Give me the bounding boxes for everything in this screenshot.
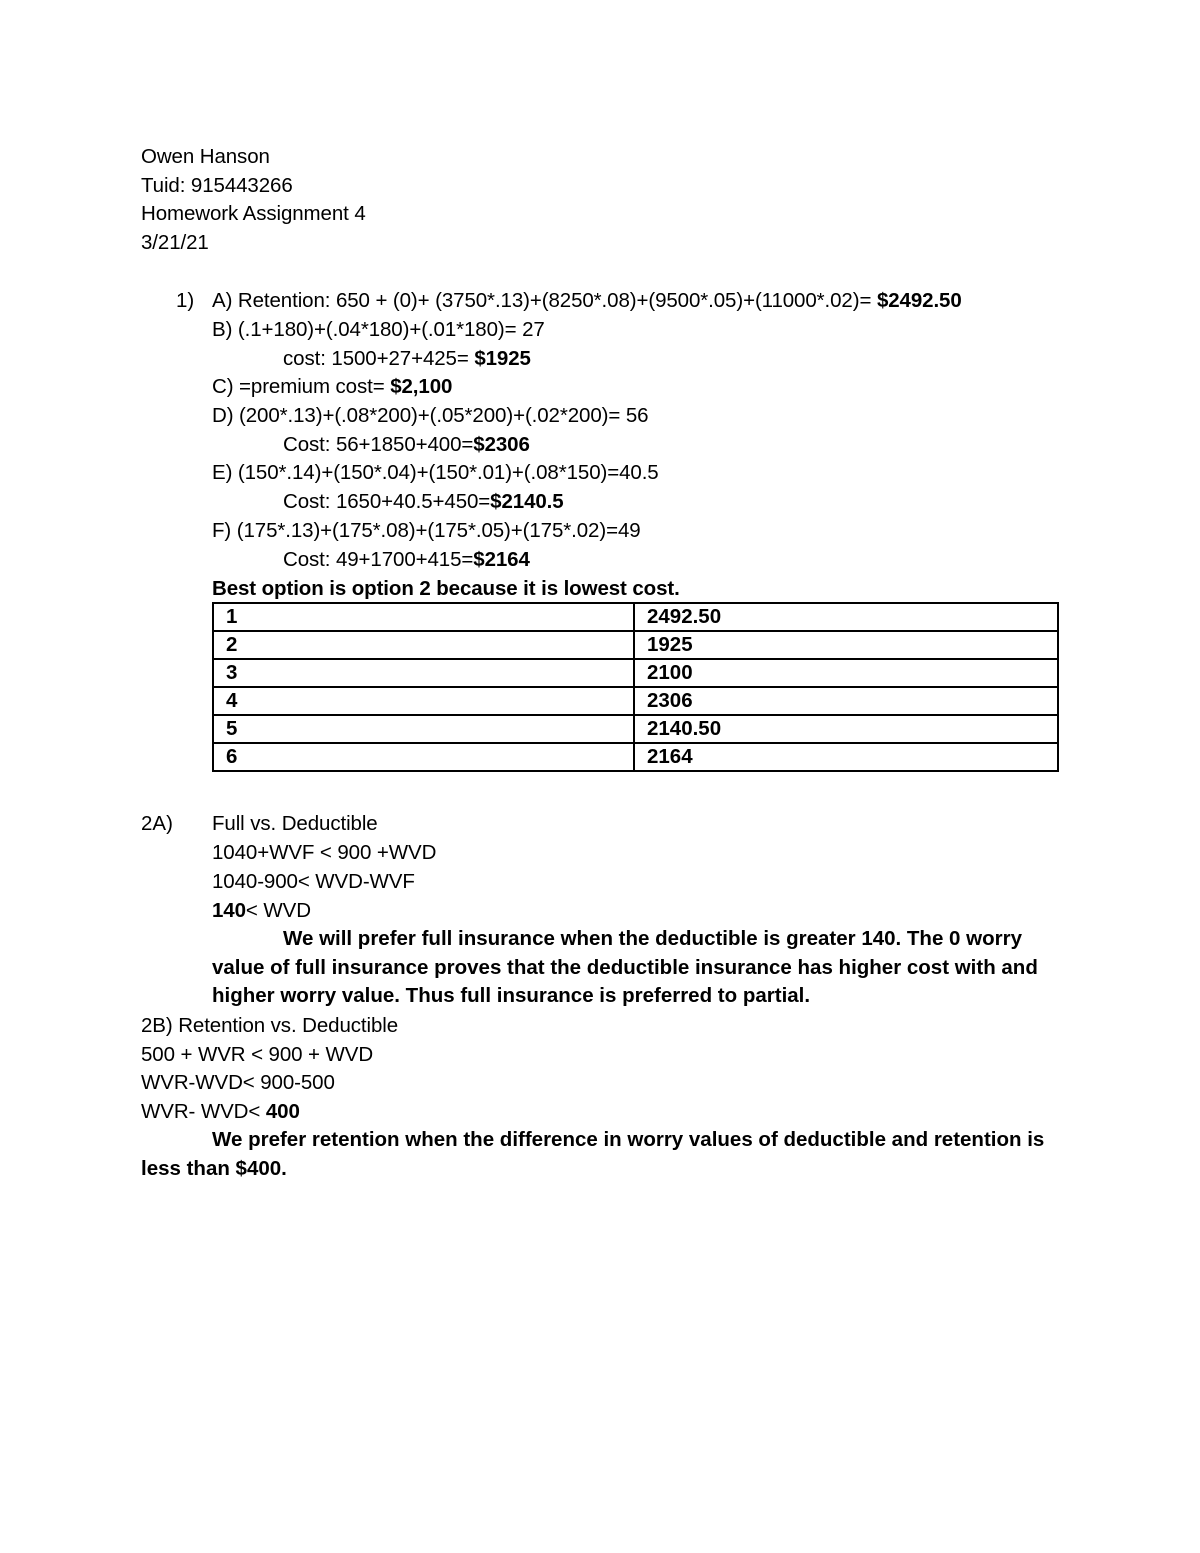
q1-part-e-cost [283,487,564,516]
option-cost-cell: 2140.50 [634,715,1058,743]
q2b-inequality-3 [141,1097,300,1126]
q1-part-e-cost-work: Cost: 1650+40.5+450= [283,490,491,513]
q2a-inequality-3-rest: < WVD [245,899,311,922]
q2a-conclusion: We will prefer full insurance when the deductible is greater 140. The 0 worry value of full insurance proves that the deductible insurance has higher cost with and higher worry value. Thus full insurance is preferred to partial. [212,927,1038,1008]
q1-part-e-answer: $2140.5 [490,490,564,513]
q2a-inequality-1: 1040+WVF < 900 +WVD [212,841,437,864]
table-row [213,743,1058,771]
q2a-title: Full vs. Deductible [212,812,378,835]
option-cost-cell: 2492.50 [634,603,1058,631]
options-cost-table [212,602,1059,772]
q1-part-f [212,516,641,545]
student-tuid: Tuid: 915443266 [141,174,293,197]
option-number-cell: 3 [213,659,634,687]
table-row [213,603,1058,631]
assignment-date: 3/21/21 [141,231,209,254]
table-row [213,715,1058,743]
option-number-cell: 5 [213,715,634,743]
q1-part-c [212,372,452,401]
q2a-threshold: 140 [212,899,246,922]
q2b-threshold: 400 [265,1100,300,1123]
q1-part-a-answer: $2492.50 [876,289,962,312]
option-number-cell: 6 [213,743,634,771]
q1-part-a [212,286,962,315]
table-row [213,687,1058,715]
option-number-cell: 4 [213,687,634,715]
q2b-inequality-2: WVR-WVD< 900-500 [141,1071,335,1094]
table-row [213,659,1058,687]
assignment-title: Homework Assignment 4 [141,202,366,225]
q1-part-b-answer: $1925 [474,347,531,370]
option-cost-cell: 2100 [634,659,1058,687]
q1-part-e-work: E) (150*.14)+(150*.04)+(150*.01)+(.08*150)=40.5 [212,461,659,484]
q1-part-c-work: C) =premium cost= [212,375,391,398]
q1-part-f-cost-work: Cost: 49+1700+415= [283,548,474,571]
q1-part-e [212,458,659,487]
q1-part-f-answer: $2164 [473,548,530,571]
table-row [213,631,1058,659]
q1-part-c-answer: $2,100 [390,375,453,398]
question-2a-label: 2A) [141,812,173,835]
q2b-inequality-1: 500 + WVR < 900 + WVD [141,1043,374,1066]
q2a-inequality-3 [212,896,311,925]
option-number-cell: 1 [213,603,634,631]
q1-part-a-work: A) Retention: 650 + (0)+ (3750*.13)+(8250*.08)+(9500*.05)+(11000*.02)= [212,289,877,312]
q2a-inequality-2: 1040-900< WVD-WVF [212,870,415,893]
question-1-number: 1) [176,289,195,312]
q1-part-b [212,315,545,344]
student-name: Owen Hanson [141,145,270,168]
q1-part-f-cost [283,545,530,574]
q1-part-b-work: B) (.1+180)+(.04*180)+(.01*180)= 27 [212,318,545,341]
q1-part-d [212,401,648,430]
q2b-conclusion: We prefer retention when the difference in worry values of deductible and retention is less than $400. [141,1128,1045,1180]
option-cost-cell: 2164 [634,743,1058,771]
q1-part-d-cost-work: Cost: 56+1850+400= [283,433,474,456]
q1-part-d-answer: $2306 [473,433,530,456]
q2b-inequality-3-rest: WVR- WVD< [141,1100,266,1123]
q1-part-b-cost-work: cost: 1500+27+425= [283,347,475,370]
q1-part-d-cost [283,430,530,459]
q1-part-b-cost [283,344,531,373]
option-cost-cell: 2306 [634,687,1058,715]
q1-best-option: Best option is option 2 because it is lowest cost. [212,577,680,600]
option-cost-cell: 1925 [634,631,1058,659]
option-number-cell: 2 [213,631,634,659]
q1-part-f-work: F) (175*.13)+(175*.08)+(175*.05)+(175*.02)=49 [212,519,641,542]
q1-part-d-work: D) (200*.13)+(.08*200)+(.05*200)+(.02*200)= 56 [212,404,649,427]
q2b-title: 2B) Retention vs. Deductible [141,1014,399,1037]
